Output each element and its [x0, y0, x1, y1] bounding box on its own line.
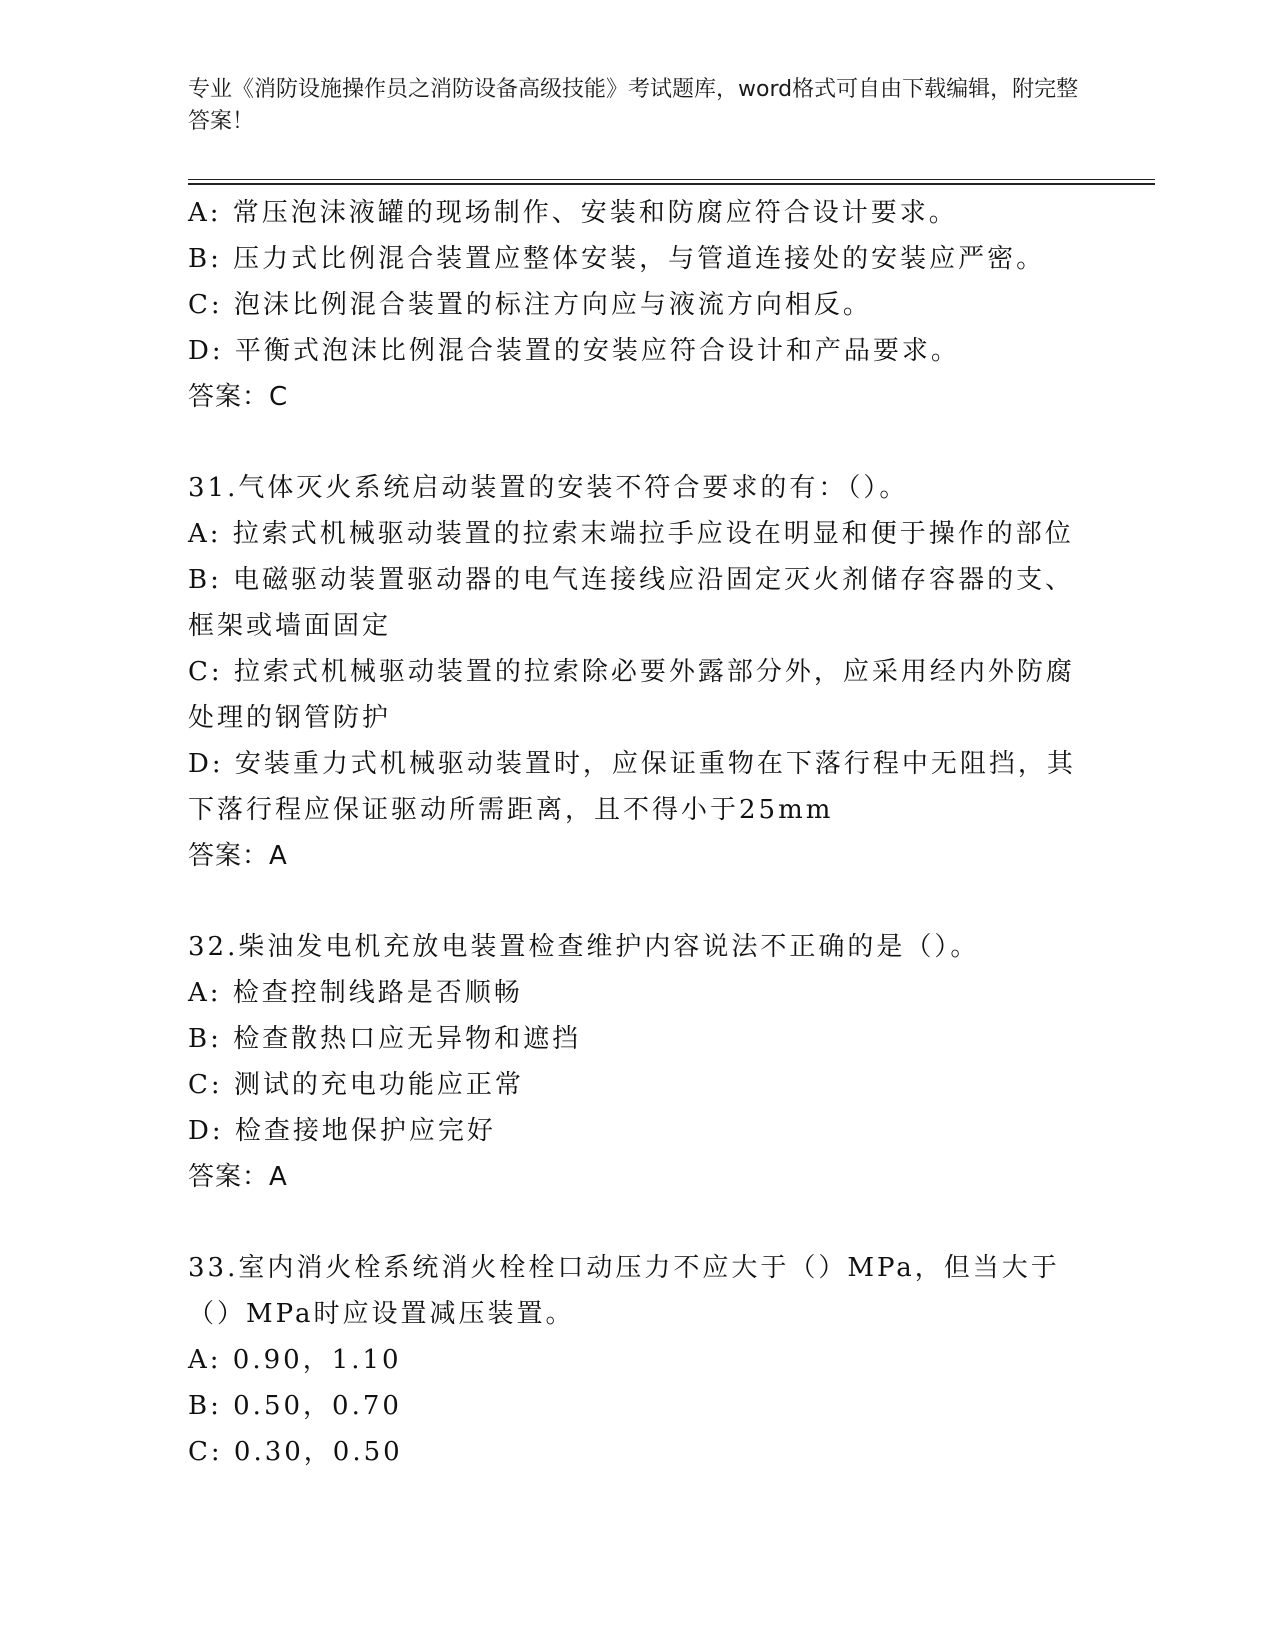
q30-option-b: B: 压力式比例混合装置应整体安装，与管道连接处的安装应严密。	[188, 244, 1046, 274]
q31-option-a: A: 拉索式机械驱动装置的拉索末端拉手应设在明显和便于操作的部位	[188, 519, 1074, 549]
q30-option-d: D: 平衡式泡沫比例混合装置的安装应符合设计和产品要求。	[188, 336, 960, 366]
q32-question: 32.柴油发电机充放电装置检查维护内容说法不正确的是（）。	[188, 932, 980, 962]
q31-option-c: C: 拉索式机械驱动装置的拉索除必要外露部分外，应采用经内外防腐处理的钢管防护	[188, 657, 1075, 733]
question-32-block	[188, 924, 1088, 1200]
document-header: 专业《消防设施操作员之消防设备高级技能》考试题库，word格式可自由下载编辑，附完整答案！	[188, 77, 1079, 134]
q30-option-a: A: 常压泡沫液罐的现场制作、安装和防腐应符合设计要求。	[188, 198, 958, 228]
q32-answer: 答案：A	[188, 1162, 288, 1192]
header-rule-thick	[188, 183, 1155, 185]
question-33-block	[188, 1245, 1088, 1475]
spacer	[188, 420, 1088, 465]
q32-option-b: B: 检查散热口应无异物和遮挡	[188, 1024, 582, 1054]
question-30-block	[188, 190, 1088, 420]
header-rule-thin	[188, 179, 1155, 180]
q30-option-c: C: 泡沫比例混合装置的标注方向应与液流方向相反。	[188, 290, 872, 320]
q31-option-b: B: 电磁驱动装置驱动器的电气连接线应沿固定灭火剂储存容器的支、框架或墙面固定	[188, 565, 1075, 641]
q33-option-b: B: 0.50，0.70	[188, 1391, 402, 1421]
question-content	[188, 190, 1088, 1475]
spacer	[188, 879, 1088, 924]
q32-option-c: C: 测试的充电功能应正常	[188, 1070, 524, 1100]
q33-question: 33.室内消火栓系统消火栓栓口动压力不应大于（）MPa，但当大于（）MPa时应设置减压装置。	[188, 1253, 1060, 1329]
q31-answer: 答案：A	[188, 841, 288, 871]
q31-question: 31.气体灭火系统启动装置的安装不符合要求的有：（）。	[188, 473, 909, 503]
question-31-block	[188, 465, 1088, 879]
q33-option-a: A: 0.90，1.10	[188, 1345, 402, 1375]
q31-option-d: D: 安装重力式机械驱动装置时，应保证重物在下落行程中无阻挡，其下落行程应保证驱动所需距离，且不得小于25mm	[188, 749, 1076, 825]
q30-answer: 答案：C	[188, 382, 289, 412]
q33-option-c: C: 0.30，0.50	[188, 1437, 403, 1467]
spacer	[188, 1200, 1088, 1245]
q32-option-a: A: 检查控制线路是否顺畅	[188, 978, 523, 1008]
q32-option-d: D: 检查接地保护应完好	[188, 1116, 496, 1146]
